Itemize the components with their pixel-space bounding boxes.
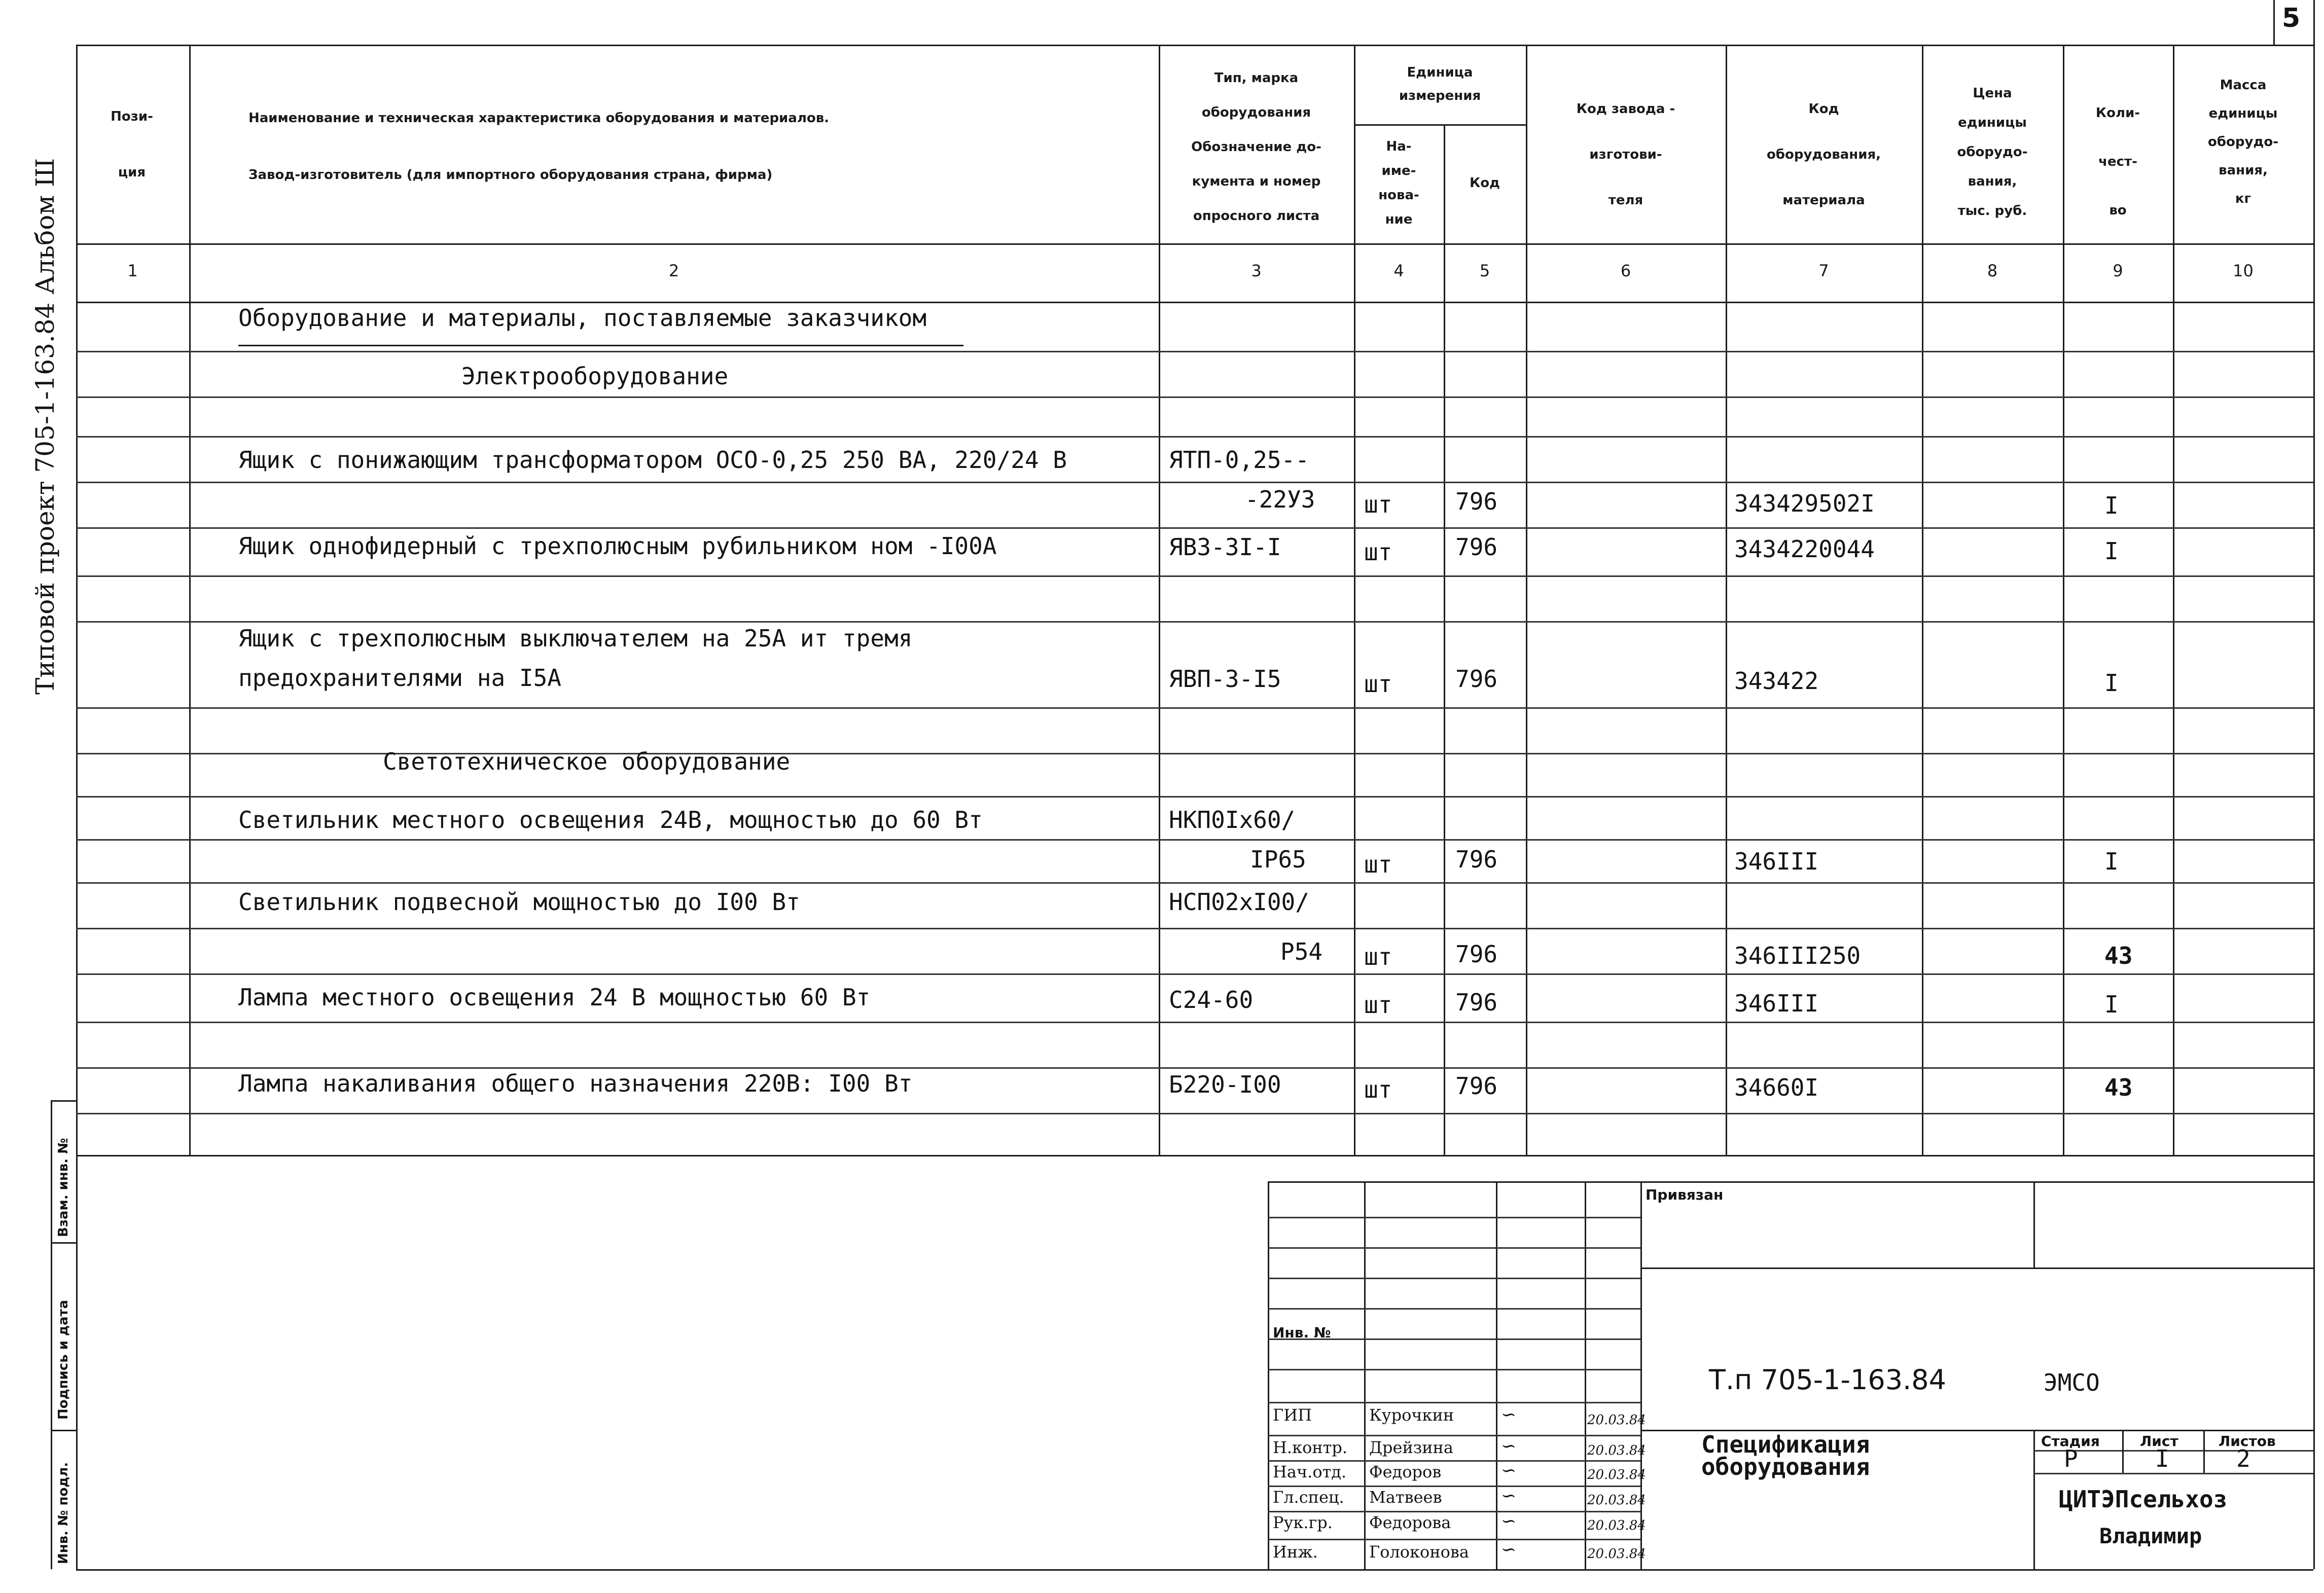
row-item-code: 343422	[1734, 667, 1819, 695]
row-type-local-fixture-2: IP65	[1250, 846, 1306, 873]
signer-name: Федорова	[1369, 1513, 1451, 1532]
signer-role: Рук.гр.	[1273, 1513, 1333, 1532]
stage-label: Стадия	[2041, 1433, 2100, 1450]
row-line	[76, 575, 2313, 577]
col-line-1	[189, 45, 191, 1155]
tb-col-line	[2203, 1430, 2205, 1473]
row-quantity: I	[2104, 991, 2119, 1018]
tb-row-line	[1268, 1460, 1640, 1462]
section-title-electrical: Электрооборудование	[461, 363, 729, 390]
row-unit-code: 796	[1455, 488, 1498, 515]
tb-col-line	[2033, 1181, 2035, 1268]
header-type: Тип, марка оборудования Обозначение до- кумента и номер опросного листа	[1191, 70, 1321, 224]
doc-title-line2: оборудования	[1701, 1453, 1870, 1480]
row-quantity: 43	[2104, 942, 2133, 969]
row-line	[76, 1022, 2313, 1023]
signer-date: 20.03.84	[1587, 1518, 1646, 1533]
row-type-feeder-box: ЯВЗ-3I-I	[1169, 533, 1281, 561]
tb-row-line	[1268, 1278, 1640, 1279]
table-bottom-line	[76, 1155, 2313, 1156]
row-unit: шт	[1364, 1076, 1392, 1103]
row-line	[76, 928, 2313, 929]
side-box-line	[51, 1100, 76, 1102]
tb-col-line	[1640, 1181, 1642, 1569]
signer-date: 20.03.84	[1587, 1467, 1646, 1482]
row-quantity: 43	[2104, 1074, 2133, 1101]
row-name-transformer-box: Ящик с понижающим трансформатором ОСО-0,25 250 ВА, 220/24 В	[238, 446, 1067, 474]
signer-name: Курочкин	[1369, 1405, 1454, 1425]
page-number-divider	[2273, 0, 2275, 45]
row-unit-code: 796	[1455, 940, 1498, 968]
row-name-incandescent-lamp: Лампа накаливания общего назначения 220В: I00 Вт	[238, 1070, 913, 1097]
header-price: Цена единицы оборудо- вания, тыс. руб.	[1957, 86, 2028, 219]
side-title: Типовой проект 705-1-163.84 Альбом Ш	[30, 158, 60, 695]
col-number-9: 9	[2113, 261, 2123, 280]
col-number-8: 8	[1987, 261, 1998, 280]
row-name-switch-box: Ящик с трехполюсным выключателем на 25А ит тремя	[238, 625, 913, 652]
header-mass: Масса единицы оборудо- вания, кг	[2207, 78, 2279, 206]
signer-date: 20.03.84	[1587, 1443, 1646, 1458]
signer-name: Матвеев	[1369, 1488, 1442, 1507]
signer-date: 20.03.84	[1587, 1546, 1646, 1562]
col-number-6: 6	[1620, 261, 1631, 280]
tb-row-line	[1268, 1435, 1640, 1436]
row-line	[76, 1067, 2313, 1069]
row-unit-code: 796	[1455, 846, 1498, 873]
row-item-code: 346III250	[1734, 942, 1861, 969]
row-unit: шт	[1364, 491, 1392, 518]
signature: ∽	[1501, 1539, 1517, 1560]
col-number-5: 5	[1479, 261, 1490, 280]
row-line	[76, 839, 2313, 841]
unit-subheader-line	[1354, 124, 1526, 126]
tb-row-line	[1640, 1268, 2313, 1269]
tb-row-line	[1268, 1369, 1640, 1370]
col-number-2: 2	[668, 261, 680, 280]
col-number-bottom-line	[76, 302, 2313, 303]
tb-row-line	[1268, 1511, 1640, 1512]
col-number-3: 3	[1251, 261, 1262, 280]
row-unit-code: 796	[1455, 989, 1498, 1016]
row-item-code: 346III	[1734, 990, 1819, 1017]
row-line	[76, 882, 2313, 884]
frame-right-border	[2313, 0, 2315, 1569]
col-number-4: 4	[1393, 261, 1404, 280]
row-line	[76, 621, 2313, 623]
signer-name: Голоконова	[1369, 1542, 1469, 1562]
side-box-line	[51, 1242, 76, 1244]
side-box-label-inv: Инв. № подл.	[56, 1462, 71, 1564]
signer-role: Гл.спец.	[1273, 1488, 1344, 1507]
section-title-underline	[238, 345, 963, 346]
tb-col-line	[2122, 1430, 2124, 1473]
tb-row-line	[2033, 1473, 2313, 1474]
tb-row-line	[1268, 1402, 1640, 1403]
row-type-incandescent-lamp: Б220-I00	[1169, 1071, 1281, 1098]
inv-label: Инв. №	[1273, 1324, 1331, 1341]
signer-role: Инж.	[1273, 1542, 1318, 1562]
row-type-pendant-fixture: НСП02хI00/	[1169, 888, 1309, 916]
doc-mark: ЭМСО	[2044, 1369, 2100, 1396]
row-line	[76, 707, 2313, 709]
header-unit-name: На- име- нова- ние	[1378, 139, 1419, 227]
row-line	[76, 482, 2313, 483]
header-bottom-line	[76, 243, 2313, 245]
row-name-local-lamp: Лампа местного освещения 24 В мощностью 60 Вт	[238, 984, 871, 1011]
section-title-lighting: Светотехническое оборудование	[383, 748, 791, 775]
sheet-label: Лист	[2140, 1433, 2178, 1450]
row-type-transformer-box-2: -22У3	[1245, 486, 1315, 513]
row-name-local-fixture: Светильник местного освещения 24В, мощностью до 60 Вт	[238, 806, 983, 834]
sheets-value: 2	[2236, 1445, 2250, 1472]
org-line1: ЦИТЭПсельхоз	[2059, 1486, 2228, 1513]
tb-row-line	[1268, 1247, 1640, 1249]
signer-role: ГИП	[1273, 1405, 1312, 1425]
header-factory-code: Код завода - изготови- теля	[1576, 101, 1675, 208]
header-unit-code: Код	[1469, 175, 1500, 191]
row-type-pendant-fixture-2: Р54	[1280, 938, 1323, 965]
col-number-10: 10	[2233, 261, 2254, 280]
signature: ∽	[1501, 1404, 1517, 1425]
header-name: Наименование и техническая характеристика оборудования и материалов. Завод-изготовитель (для импортного оборудования страна, фирма)	[248, 111, 830, 183]
sheets-label: Листов	[2219, 1433, 2276, 1450]
row-item-code: 346III	[1734, 848, 1819, 875]
stage-value: Р	[2064, 1445, 2078, 1472]
row-item-code: 343429502I	[1734, 490, 1875, 517]
signature: ∽	[1501, 1511, 1517, 1532]
header-unit: Единица измерения	[1399, 65, 1481, 103]
row-name-feeder-box: Ящик однофидерный с трехполюсным рубильником ном -I00A	[238, 532, 997, 560]
row-line	[76, 436, 2313, 438]
col-number-7: 7	[1818, 261, 1829, 280]
side-box-line	[51, 1430, 76, 1431]
tb-row-line	[1268, 1217, 1640, 1218]
col-number-1: 1	[127, 261, 138, 280]
row-line	[76, 973, 2313, 975]
signer-name: Дрейзина	[1369, 1438, 1453, 1457]
org-line2: Владимир	[2099, 1524, 2202, 1548]
row-line	[76, 796, 2313, 798]
sheet-value: I	[2155, 1445, 2169, 1472]
row-unit-code: 796	[1455, 1072, 1498, 1100]
row-unit: шт	[1364, 943, 1392, 970]
row-name-switch-box-2: предохранителями на I5A	[238, 664, 561, 692]
side-box-border	[51, 1100, 52, 1569]
row-unit-code: 796	[1455, 665, 1498, 693]
header-position: Пози- ция	[111, 109, 153, 180]
row-quantity: I	[2104, 848, 2119, 875]
row-line	[76, 527, 2313, 529]
row-line	[76, 351, 2313, 352]
signature: ∽	[1501, 1436, 1517, 1457]
side-box-label-vzam: Взам. инв. №	[56, 1138, 71, 1237]
row-line	[76, 396, 2313, 398]
row-unit-code: 796	[1455, 533, 1498, 561]
header-quantity: Коли- чест- во	[2095, 105, 2140, 218]
doc-code: Т.п 705-1-163.84	[1709, 1364, 1946, 1396]
title-block-top	[1268, 1181, 2313, 1183]
doc-title-line1: Спецификация	[1701, 1431, 1870, 1458]
row-item-code: 34660I	[1734, 1074, 1819, 1101]
row-quantity: I	[2104, 492, 2119, 519]
tb-row-line	[1268, 1486, 1640, 1487]
signer-role: Нач.отд.	[1273, 1462, 1347, 1481]
row-name-pendant-fixture: Светильник подвесной мощностью до I00 Вт	[238, 888, 800, 916]
row-line	[76, 1113, 2313, 1114]
header-item-code: Код оборудования, материала	[1766, 101, 1881, 208]
row-unit: шт	[1364, 991, 1392, 1019]
row-type-local-fixture: НКП0Iх60/	[1169, 806, 1296, 834]
signer-date: 20.03.84	[1587, 1493, 1646, 1508]
signer-name: Федоров	[1369, 1462, 1442, 1481]
section-title-customer: Оборудование и материалы, поставляемые заказчиком	[238, 304, 927, 332]
row-unit: шт	[1364, 670, 1392, 698]
row-item-code: 3434220044	[1734, 535, 1875, 563]
tb-row-line	[1268, 1539, 1640, 1540]
frame-bottom-border	[76, 1569, 2313, 1571]
row-quantity: I	[2104, 669, 2119, 697]
row-quantity: I	[2104, 537, 2119, 565]
signer-role: Н.контр.	[1273, 1438, 1348, 1457]
row-type-switch-box: ЯВП-3-I5	[1169, 665, 1281, 693]
page-number: 5	[2282, 3, 2301, 33]
signer-date: 20.03.84	[1587, 1413, 1646, 1428]
signature: ∽	[1501, 1486, 1517, 1506]
frame-top-border	[76, 45, 2313, 46]
row-unit: шт	[1364, 851, 1392, 878]
privyazan-label: Привязан	[1646, 1186, 1724, 1203]
row-type-transformer-box: ЯТП-0,25--	[1169, 446, 1309, 474]
tb-row-line	[1268, 1308, 1640, 1310]
signature: ∽	[1501, 1460, 1517, 1481]
side-box-label-podpis: Подпись и дата	[56, 1299, 71, 1420]
row-unit: шт	[1364, 538, 1392, 566]
row-type-local-lamp: С24-60	[1169, 986, 1254, 1013]
